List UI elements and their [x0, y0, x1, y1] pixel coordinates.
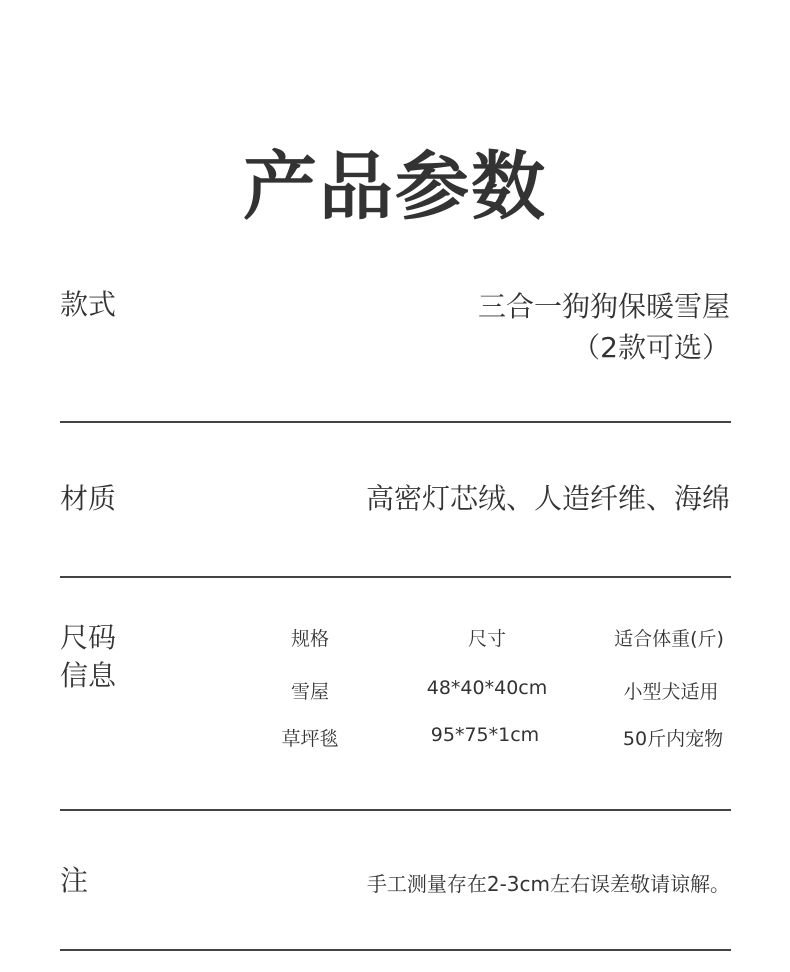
table-cell: 雪屋 [290, 681, 330, 703]
size-label-line1: 尺码 [60, 621, 117, 654]
table-cell: 小型犬适用 [623, 681, 719, 703]
material-value: 高密灯芯绒、人造纤维、海绵 [365, 482, 730, 515]
divider [60, 576, 731, 578]
table-cell: 50斤内宠物 [622, 728, 724, 750]
style-value-line1: 三合一狗狗保暖雪屋 [477, 290, 730, 323]
note-value: 手工测量存在2-3cm左右误差敬请谅解。 [366, 872, 730, 896]
size-label-line2: 信息 [60, 659, 117, 692]
table-header-weight: 适合体重(斤) [614, 628, 724, 650]
style-value-line2: （2款可选） [572, 331, 730, 364]
note-label: 注 [60, 864, 89, 897]
style-label: 款式 [60, 288, 117, 321]
page-title: 产品参数 [243, 144, 547, 230]
table-header-dimensions: 尺寸 [467, 628, 507, 650]
divider [60, 809, 731, 811]
divider [60, 421, 731, 423]
table-header-spec: 规格 [290, 628, 330, 650]
divider [60, 949, 731, 951]
table-cell: 48*40*40cm [426, 677, 548, 699]
material-label: 材质 [60, 482, 117, 515]
table-cell: 95*75*1cm [430, 724, 540, 746]
table-cell: 草坪毯 [281, 728, 339, 750]
